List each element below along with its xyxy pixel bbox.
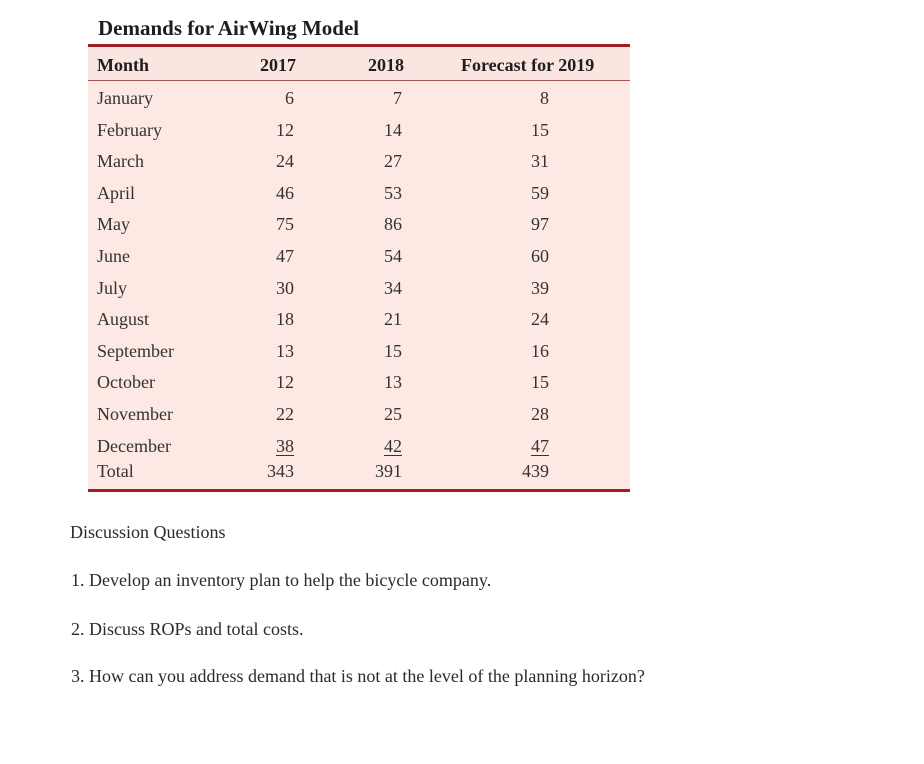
- header-2018: 2018: [368, 55, 404, 75]
- value-2018: 25: [384, 403, 402, 424]
- value-2017: 22: [276, 403, 294, 424]
- month-cell: February: [97, 119, 162, 140]
- table-body: [88, 81, 630, 460]
- value-2019: 60: [531, 245, 549, 266]
- table-row: [88, 239, 630, 271]
- question-1: 1. Develop an inventory plan to help the bicycle company.: [71, 570, 492, 590]
- month-cell: December: [97, 435, 171, 456]
- month-cell: July: [97, 277, 128, 298]
- header-2017: 2017: [260, 55, 296, 75]
- value-2017: 75: [276, 214, 294, 235]
- header-month: Month: [97, 55, 150, 75]
- table-row: [88, 207, 630, 239]
- table-row: [88, 81, 630, 113]
- value-2019: 39: [531, 277, 549, 298]
- value-2019-cell: [499, 436, 549, 457]
- table-row: [88, 397, 630, 429]
- value-2017: 46: [276, 182, 294, 203]
- total-label: Total: [97, 461, 134, 482]
- value-2017: 12: [276, 119, 294, 140]
- month-cell: October: [97, 372, 155, 393]
- table-row: [88, 176, 630, 208]
- value-2018: 42: [384, 435, 402, 456]
- table-title: Demands for AirWing Model: [98, 16, 360, 40]
- value-2019: 97: [531, 214, 549, 235]
- value-2018: 15: [384, 340, 402, 361]
- total-2018: 391: [375, 461, 402, 482]
- value-2019: 15: [531, 372, 549, 393]
- value-2019: 31: [531, 151, 549, 172]
- value-2017: 47: [276, 245, 294, 266]
- header-forecast-2019: Forecast for 2019: [461, 55, 595, 75]
- table-row: [88, 334, 630, 366]
- month-cell: June: [97, 245, 130, 266]
- table-row: [88, 302, 630, 334]
- month-cell: November: [97, 403, 173, 424]
- total-2019: 439: [522, 461, 549, 482]
- question-3: 3. How can you address demand that is not at the level of the planning horizon?: [71, 666, 645, 686]
- discussion-heading: Discussion Questions: [70, 522, 226, 542]
- value-2017-cell: [244, 436, 294, 457]
- value-2017: 12: [276, 372, 294, 393]
- month-cell: March: [97, 151, 144, 172]
- value-2019: 8: [540, 88, 549, 108]
- value-2018: 14: [384, 119, 402, 140]
- value-2019: 16: [531, 340, 549, 361]
- table-row: [88, 113, 630, 145]
- month-cell: September: [97, 340, 174, 361]
- month-cell: January: [97, 88, 153, 108]
- value-2018: 7: [393, 88, 402, 108]
- month-cell: May: [97, 214, 130, 235]
- table-row: [88, 429, 630, 461]
- value-2019: 28: [531, 403, 549, 424]
- value-2019: 47: [531, 435, 549, 456]
- total-2017: 343: [267, 461, 294, 482]
- demand-table: [88, 44, 630, 492]
- value-2018: 54: [384, 245, 402, 266]
- value-2018: 53: [384, 182, 402, 203]
- month-cell: August: [97, 309, 150, 330]
- value-2017: 13: [276, 340, 294, 361]
- value-2017: 38: [276, 435, 294, 456]
- value-2017: 24: [276, 151, 294, 172]
- value-2018: 27: [384, 151, 402, 172]
- value-2018-cell: [352, 436, 402, 457]
- table-row: [88, 365, 630, 397]
- value-2017: 30: [276, 277, 294, 298]
- value-2017: 18: [276, 309, 294, 330]
- table-total-row: [88, 460, 630, 489]
- question-2: 2. Discuss ROPs and total costs.: [71, 619, 304, 639]
- value-2019: 59: [531, 182, 549, 203]
- value-2017: 6: [285, 88, 294, 108]
- value-2018: 13: [384, 372, 402, 393]
- table-row: [88, 144, 630, 176]
- table-row: [88, 271, 630, 303]
- value-2018: 86: [384, 214, 402, 235]
- value-2018: 21: [384, 309, 402, 330]
- value-2018: 34: [384, 277, 402, 298]
- month-cell: April: [97, 182, 135, 203]
- table-header-row: [88, 47, 630, 81]
- value-2019: 15: [531, 119, 549, 140]
- value-2019: 24: [531, 309, 549, 330]
